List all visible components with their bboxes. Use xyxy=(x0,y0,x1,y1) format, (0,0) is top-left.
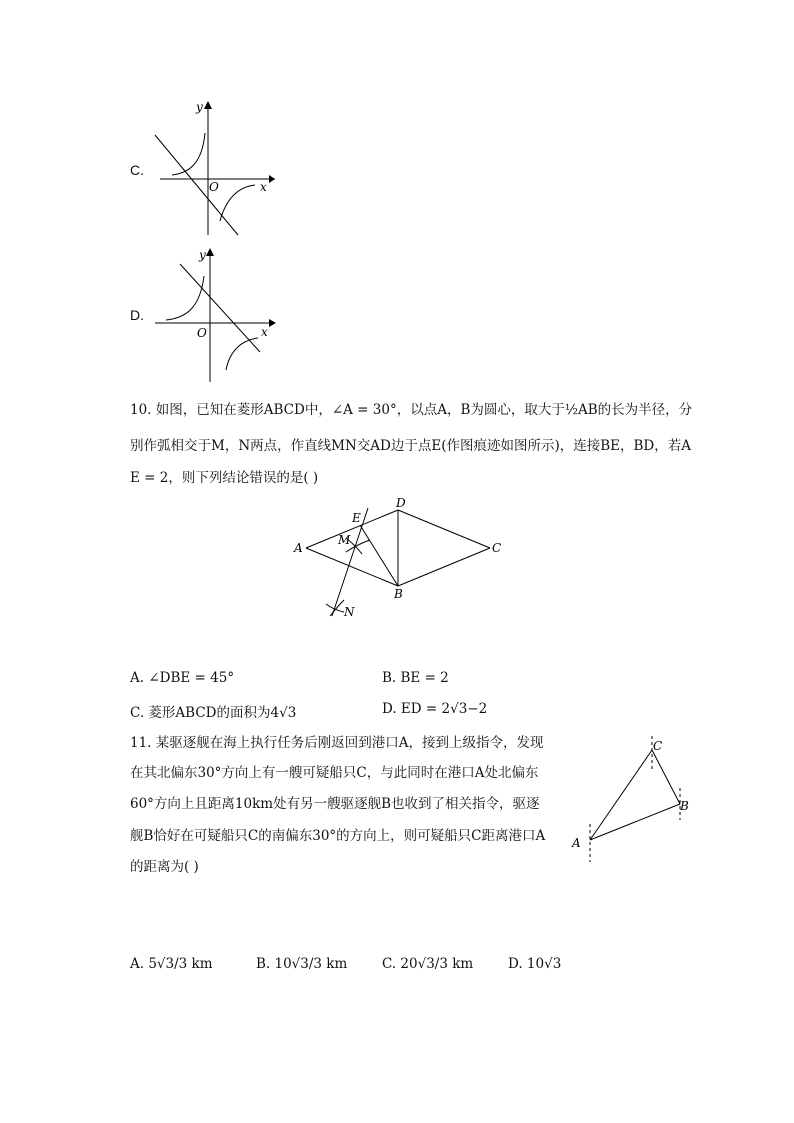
point-c-label: C xyxy=(492,541,502,555)
q10-option-d[interactable]: D. ED = 2√3−2 xyxy=(382,701,488,717)
q10-option-a[interactable]: A. ∠DBE = 45° xyxy=(130,670,235,686)
x-axis-label: x xyxy=(261,325,268,339)
q10-line-2: 别作弧相交于M，N两点，作直线MN交AD边于点E(作图痕迹如图所示)，连接BE，BD，若A xyxy=(130,438,692,454)
y-axis-label: y xyxy=(196,100,203,114)
point-d-label: D xyxy=(396,496,406,510)
origin-label: O xyxy=(209,180,219,194)
option-d-graph xyxy=(150,242,280,387)
q10-rhombus-figure xyxy=(290,492,515,627)
q10-option-b[interactable]: B. BE = 2 xyxy=(382,670,449,686)
point-c-label: C xyxy=(653,739,663,753)
option-c-letter: C. xyxy=(130,162,144,178)
q11-line-4: 舰B恰好在可疑船只C的南偏东30°的方向上，则可疑船只C距离港口A xyxy=(130,828,546,844)
q11-option-d[interactable]: D. 10√3 xyxy=(508,956,562,972)
origin-label: O xyxy=(197,326,207,340)
q11-option-a[interactable]: A. 5√3/3 km xyxy=(130,956,213,972)
point-m-label: M xyxy=(338,533,351,547)
q11-triangle-figure xyxy=(568,732,698,867)
point-b-label: B xyxy=(394,587,403,601)
q11-line-2: 在其北偏东30°方向上有一艘可疑船只C，与此同时在港口A处北偏东 xyxy=(130,765,539,781)
point-b-label: B xyxy=(680,799,689,813)
q11-option-c[interactable]: C. 20√3/3 km xyxy=(382,956,474,972)
q10-line-3: E = 2，则下列结论错误的是( ) xyxy=(130,470,319,486)
x-axis-label: x xyxy=(260,180,267,194)
q11-line-3: 60°方向上且距离10km处有另一艘驱逐舰B也收到了相关指令，驱逐 xyxy=(130,796,540,812)
q10-option-c[interactable]: C. 菱形ABCD的面积为4√3 xyxy=(130,705,297,721)
q10-line-1: 10. 如图，已知在菱形ABCD中，∠A = 30°，以点A，B为圆心，取大于½AB的长为半径，分 xyxy=(130,402,693,418)
option-d-letter: D. xyxy=(130,307,144,323)
option-c-graph xyxy=(150,95,280,240)
point-a-label: A xyxy=(572,836,581,850)
point-a-label: A xyxy=(294,541,303,555)
q11-line-1: 11. 某驱逐舰在海上执行任务后刚返回到港口A，接到上级指令，发现 xyxy=(130,735,544,751)
y-axis-label: y xyxy=(199,248,206,262)
q11-line-5: 的距离为( ) xyxy=(130,859,199,875)
q11-option-b[interactable]: B. 10√3/3 km xyxy=(256,956,348,972)
point-e-label: E xyxy=(352,511,361,525)
point-n-label: N xyxy=(344,605,355,619)
